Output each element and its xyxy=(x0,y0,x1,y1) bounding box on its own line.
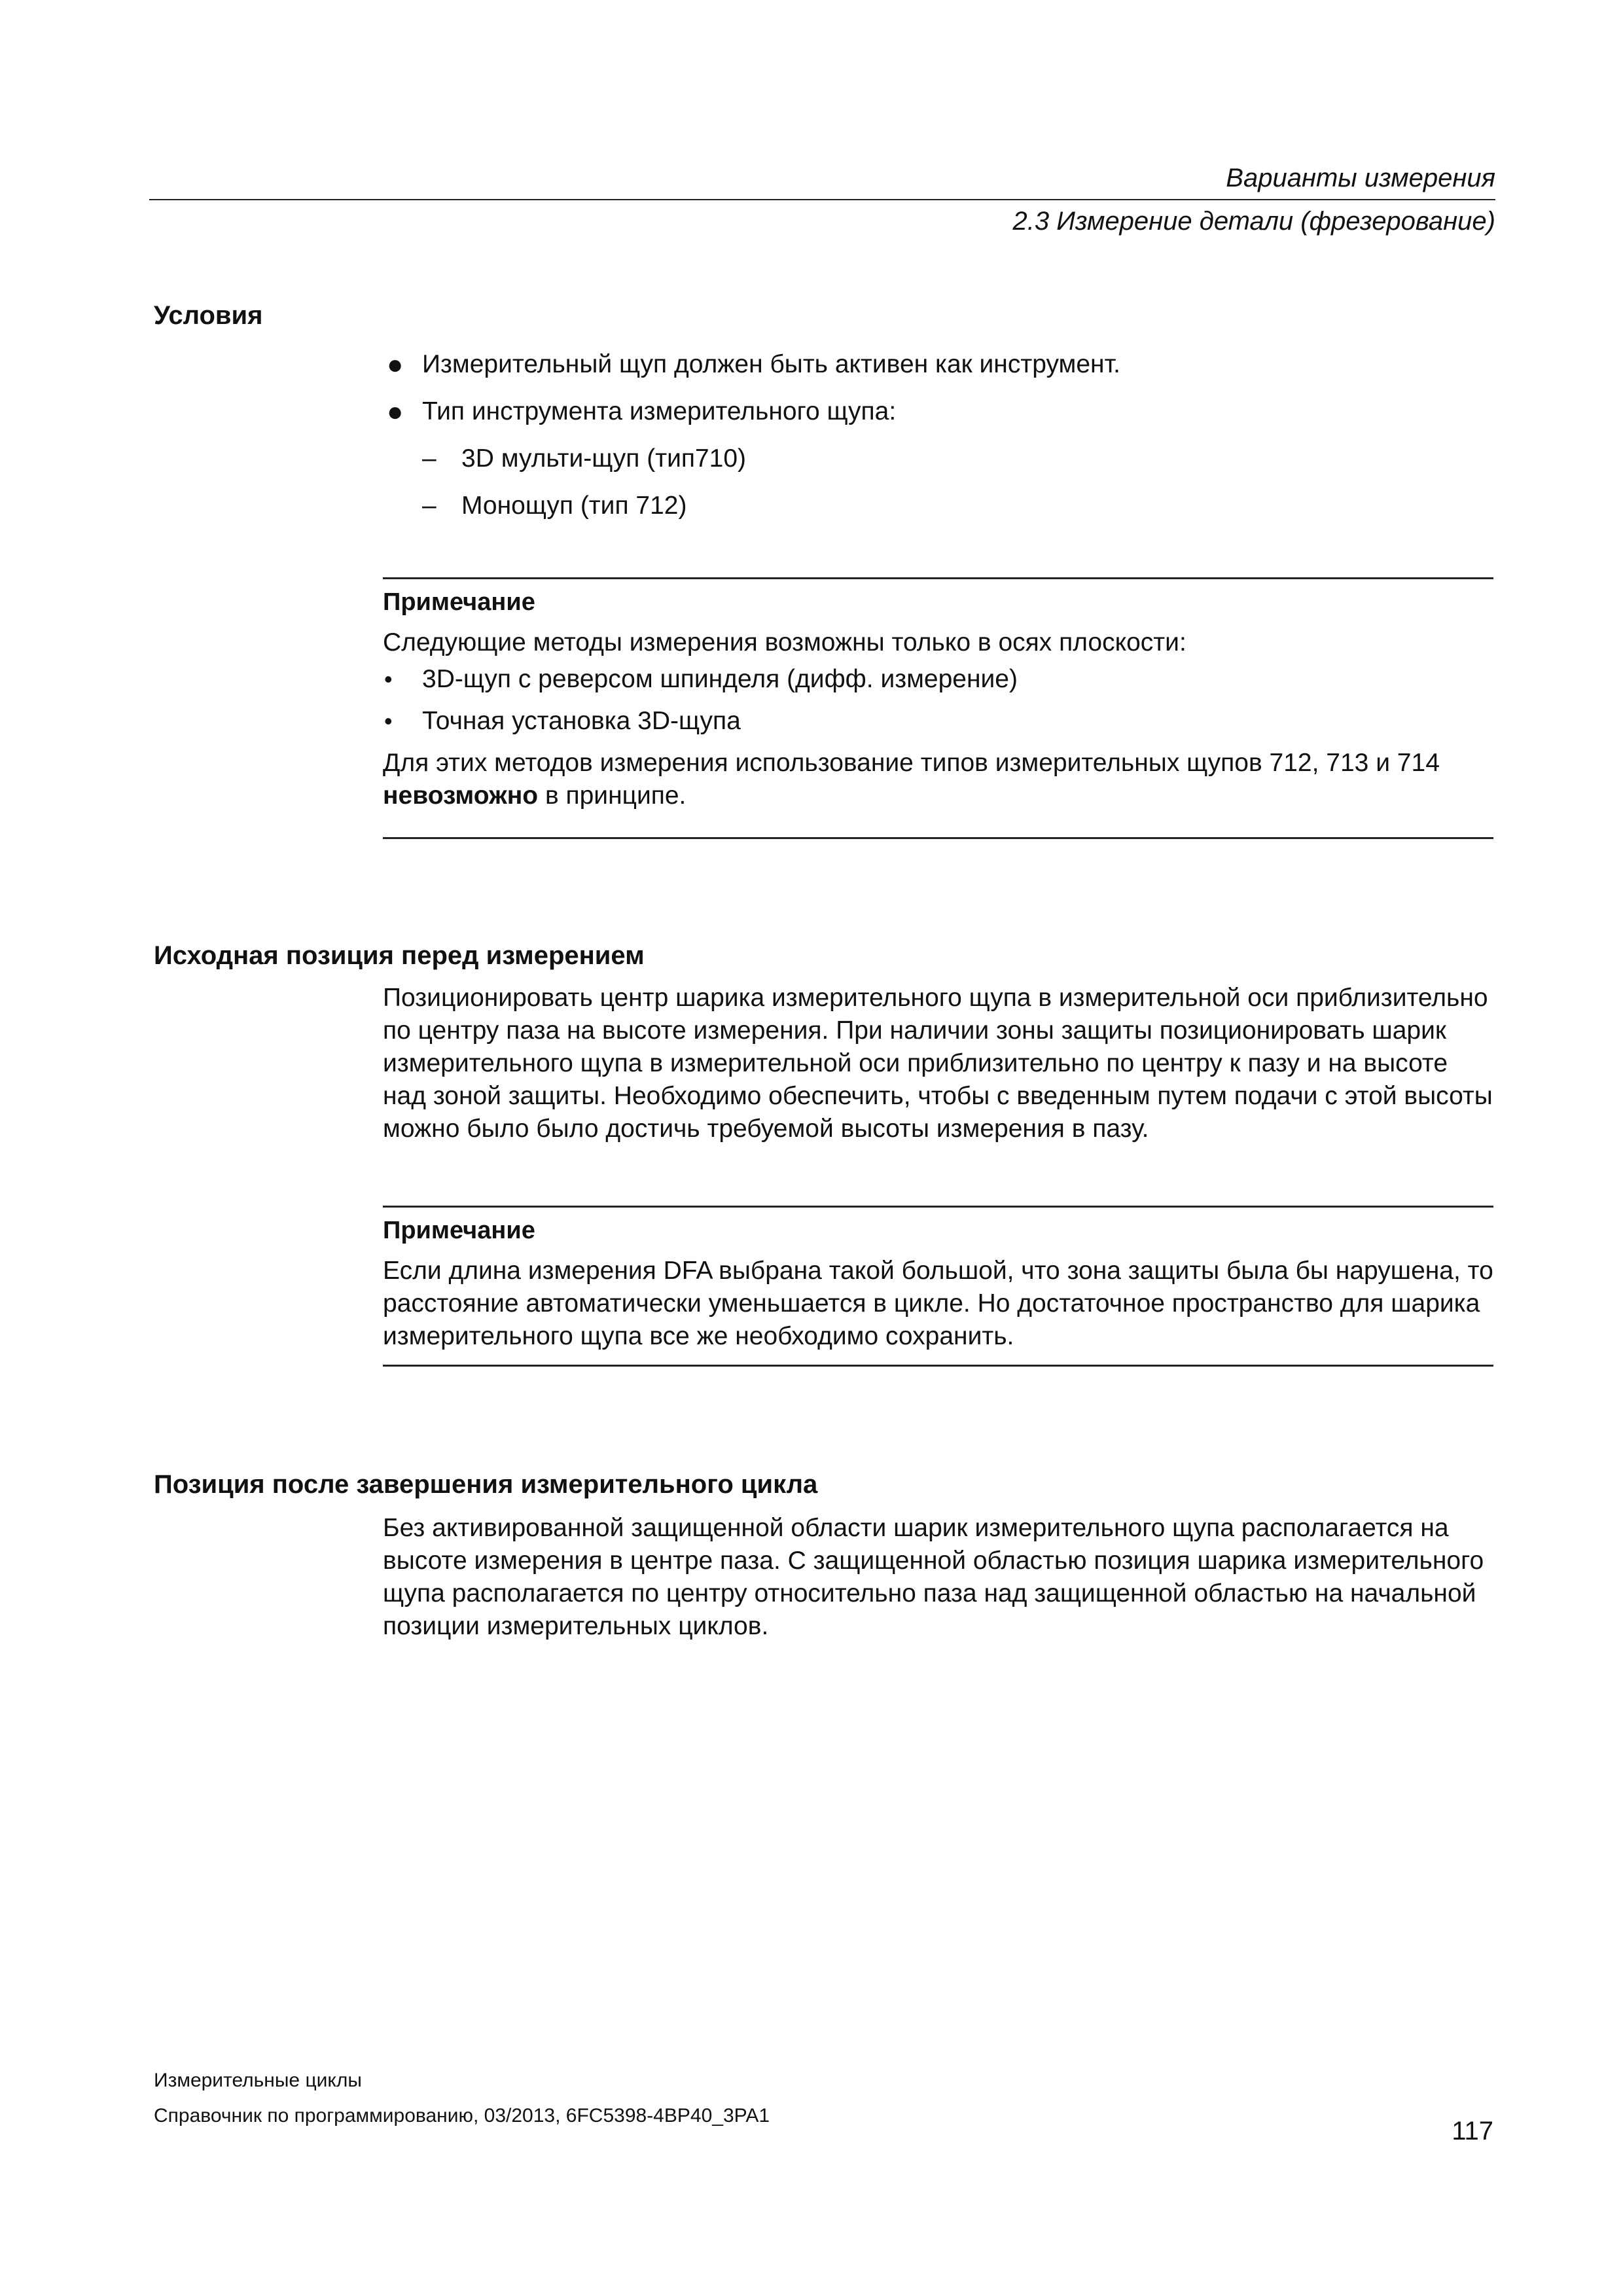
bullet-icon: • xyxy=(384,708,393,734)
note-intro: Следующие методы измерения возможны только в осях плоскости: xyxy=(383,628,1186,656)
note-title: Примечание xyxy=(383,588,535,616)
sub-list-item-text: Монощуп (тип 712) xyxy=(461,492,687,520)
bullet-icon: ● xyxy=(387,396,404,427)
note-body: Если длина измерения DFA выбрана такой большой, что зона защиты была бы нарушена, то расстояние автоматически уменьшается в цикле. Но достаточное пространство для шарика измерительного щупа все же необходимо сохранить. xyxy=(383,1257,1493,1350)
start-position-text: Позиционировать центр шарика измерительного щупа в измерительной оси приблизительно по центру паза на высоте измерения. При наличии зоны защиты позиционировать шарик измерительного щупа в измерительной оси приблизительно по центру к пазу и на высоте над зоной защиты. Необходимо обеспечить, чтобы с введенным путем подачи с этой высоты можно было было достичь требуемой высоты измерения в пазу. xyxy=(383,984,1493,1143)
end-position-text: Без активированной защищенной области шарик измерительного щупа располагается на высоте измерения в центре паза. С защищенной областью позиция шарика измерительного щупа располагается по центру относительно паза над защищенной областью на начальной позиции измерительных циклов. xyxy=(383,1514,1484,1640)
conditions-heading: Условия xyxy=(154,301,263,330)
list-item xyxy=(383,663,1493,696)
note-box xyxy=(383,577,1493,839)
list-item-text: Тип инструмента измерительного щупа: xyxy=(422,397,897,425)
dash-icon: – xyxy=(422,444,437,473)
list-item xyxy=(383,705,1493,738)
bullet-icon: • xyxy=(384,666,393,692)
list-item xyxy=(383,395,1495,428)
note-title: Примечание xyxy=(383,1217,535,1244)
note-text-before: Для этих методов измерения использование типов измерительных щупов 712, 713 и 714 xyxy=(383,749,1440,777)
sub-list-item xyxy=(383,490,1495,522)
footer-subtitle: Справочник по программированию, 03/2013, 6FC5398-4BP40_3PA1 xyxy=(154,2105,770,2126)
conditions-list xyxy=(383,348,1495,537)
header-subsection-title: 2.3 Измерение детали (фрезерование) xyxy=(1012,207,1495,236)
note-emphasis: невозможно xyxy=(383,781,539,810)
footer-title: Измерительные циклы xyxy=(154,2070,362,2091)
end-position-heading: Позиция после завершения измерительного цикла xyxy=(154,1470,818,1499)
list-item-text: 3D-щуп с реверсом шпинделя (дифф. измерение) xyxy=(422,665,1018,693)
start-position-heading: Исходная позиция перед измерением xyxy=(154,941,645,970)
list-item-text: Точная установка 3D-щупа xyxy=(422,707,741,735)
sub-list-item-text: 3D мульти-щуп (тип710) xyxy=(461,444,747,473)
list-item-text: Измерительный щуп должен быть активен как инструмент. xyxy=(422,350,1120,378)
note-box xyxy=(383,1206,1493,1367)
list-item xyxy=(383,348,1495,381)
header-rule xyxy=(149,199,1495,200)
note-body xyxy=(383,747,1493,812)
note-text-after: в принципе. xyxy=(538,781,687,810)
dash-icon: – xyxy=(422,492,437,520)
header-section-title: Варианты измерения xyxy=(1226,164,1495,192)
bullet-icon: ● xyxy=(387,349,404,380)
page-number: 117 xyxy=(1452,2117,1493,2145)
sub-list-item xyxy=(383,442,1495,475)
